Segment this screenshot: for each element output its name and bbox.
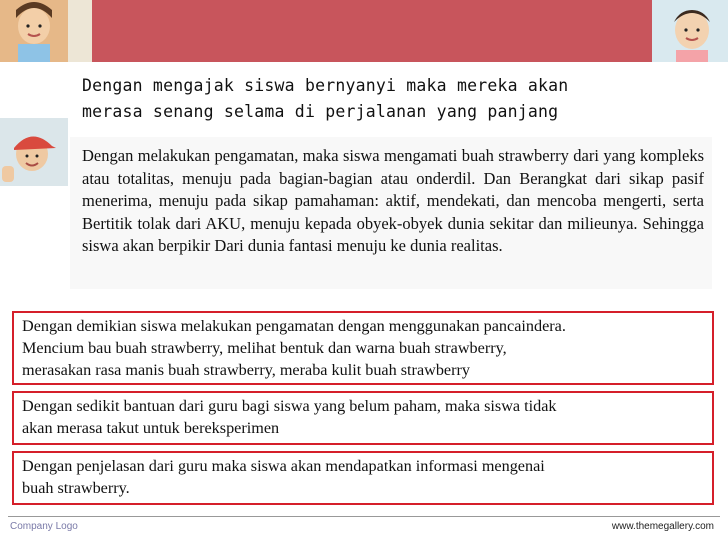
box-line: merasakan rasa manis buah strawberry, meraba kulit buah strawberry xyxy=(22,361,470,379)
child-photo-right xyxy=(652,0,728,62)
text-box-senses xyxy=(12,311,714,385)
body-paragraph: Dengan melakukan pengamatan, maka siswa mengamati buah strawberry dari yang kompleks atau totalitas, menuju pada bagian-bagian atau onderdil. Dan Berangkat dari sikap pasif menerima, menuju pada sikap pamahaman: aktif, mendekati, dan mencoba mengerti, serta Bertitik tolak dari AKU, menuju kepada obyek-obyek dunia sekitar dan milieunya. Sehingga siswa akan berpikir Dari dunia fantasi menuju ke dunia realitas. xyxy=(82,146,704,255)
text-box-teacher-explanation xyxy=(12,451,714,505)
box-line: akan merasa takut untuk bereksperimen xyxy=(22,419,280,437)
box-line: buah strawberry. xyxy=(22,479,130,497)
website-link: www.themegallery.com xyxy=(611,521,714,532)
company-logo: Company Logo xyxy=(10,521,78,532)
box-line: Dengan sedikit bantuan dari guru bagi siswa yang belum paham, maka siswa tidak xyxy=(22,397,557,415)
header-band xyxy=(0,0,728,62)
box-line: Mencium bau buah strawberry, melihat bentuk dan warna buah strawberry, xyxy=(22,339,507,357)
heading-line-1: Dengan mengajak siswa bernyanyi maka mereka akan xyxy=(82,76,569,95)
box-line: Dengan demikian siswa melakukan pengamatan dengan menggunakan pancaindera. xyxy=(22,317,566,335)
text-box-teacher-help xyxy=(12,391,714,445)
red-band xyxy=(92,0,652,62)
slide-heading xyxy=(82,73,702,125)
heading-line-2: merasa senang selama di perjalanan yang panjang xyxy=(82,102,559,121)
footer-divider xyxy=(8,516,720,517)
child-photo-cap xyxy=(0,118,68,186)
photo-strip xyxy=(68,0,92,62)
child-photo-left xyxy=(0,0,68,62)
box-line: Dengan penjelasan dari guru maka siswa akan mendapatkan informasi mengenai xyxy=(22,457,545,475)
